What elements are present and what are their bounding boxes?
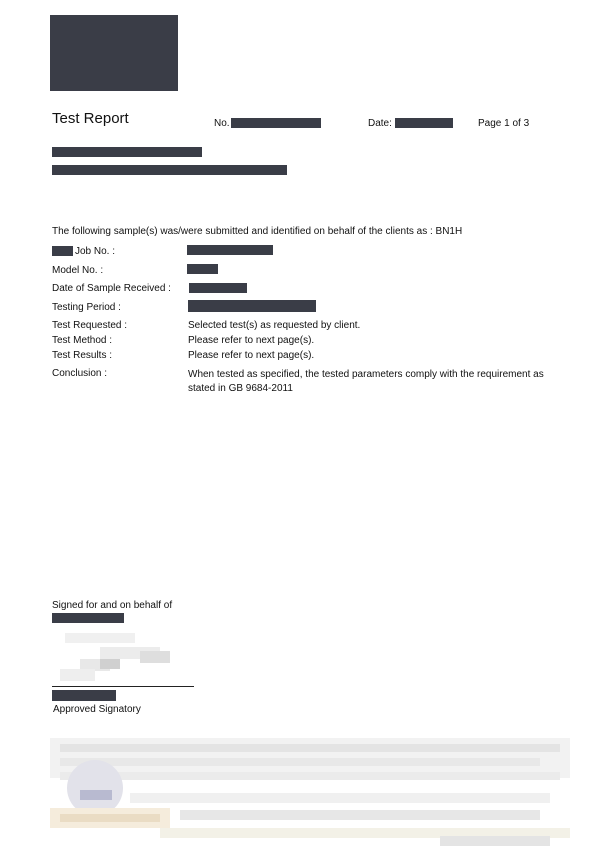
- page-title: Test Report: [52, 110, 129, 127]
- blurred-footer: [50, 738, 570, 848]
- job-no-prefix-redaction: [52, 246, 73, 256]
- field-label-test-requested: Test Requested :: [52, 320, 128, 331]
- approved-signatory-label: Approved Signatory: [53, 704, 141, 715]
- field-label-testing-period: Testing Period :: [52, 302, 121, 313]
- field-label-test-results: Test Results :: [52, 350, 113, 361]
- testing-period-value-redaction: [188, 300, 316, 312]
- field-value-test-results: Please refer to next page(s).: [188, 350, 315, 361]
- job-no-value-redaction: [187, 245, 273, 255]
- signature-line: [52, 686, 194, 687]
- signature-image: [55, 625, 195, 685]
- field-value-test-requested: Selected test(s) as requested by client.: [188, 320, 361, 331]
- signatory-name-redaction: [52, 690, 116, 701]
- model-no-value-redaction: [187, 264, 218, 274]
- report-no-redaction: [231, 118, 321, 128]
- field-label-model-no: Model No. :: [52, 265, 104, 276]
- report-no-label: No.: [214, 118, 230, 129]
- field-label-job-no: Job No. :: [75, 246, 116, 257]
- date-received-value-redaction: [189, 283, 247, 293]
- field-value-test-method: Please refer to next page(s).: [188, 335, 315, 346]
- signing-company-redaction: [52, 613, 124, 623]
- field-label-date-received: Date of Sample Received :: [52, 283, 171, 294]
- page-number: Page 1 of 3: [478, 118, 530, 129]
- field-value-conclusion: When tested as specified, the tested parameters comply with the requirement as stated in GB 9684-2011: [188, 369, 544, 394]
- date-label: Date:: [368, 118, 392, 129]
- signed-for-label: Signed for and on behalf of: [52, 600, 173, 611]
- intro-text: The following sample(s) was/were submitted and identified on behalf of the clients as : BN1H: [52, 226, 463, 237]
- date-redaction: [395, 118, 453, 128]
- field-label-conclusion: Conclusion :: [52, 368, 108, 379]
- client-name-redaction: [52, 147, 202, 157]
- field-label-test-method: Test Method :: [52, 335, 113, 346]
- client-address-redaction: [52, 165, 287, 175]
- logo-redaction: [50, 15, 178, 91]
